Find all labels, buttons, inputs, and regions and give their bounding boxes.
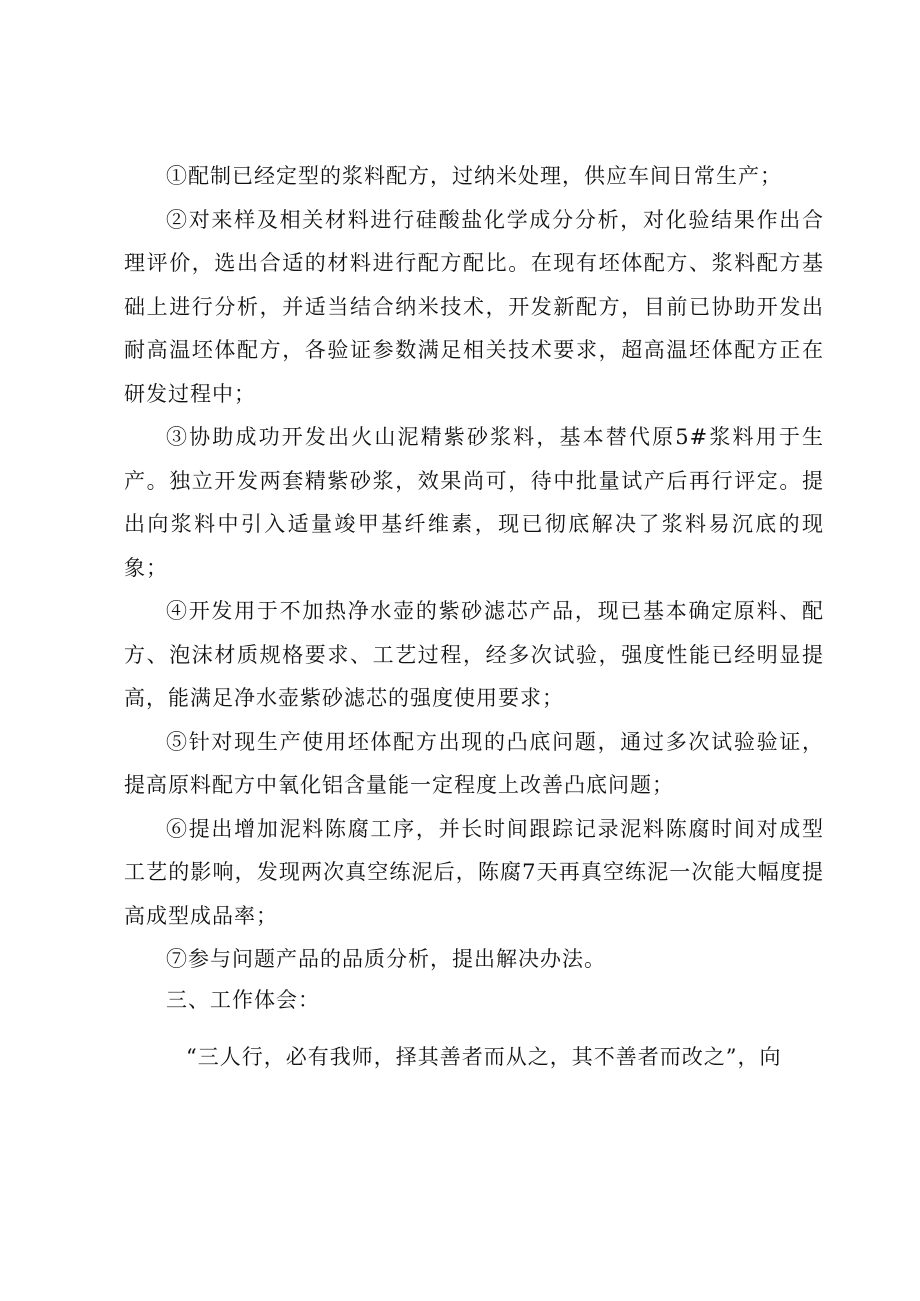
paragraph-3: ③协助成功开发出火山泥精紫砂浆料，基本替代原5#浆料用于生产。独立开发两套精紫砂浆，效果尚可，待中批量试产后再行评定。提出向浆料中引入适量竣甲基纤维素，现已彻底解决了浆料易沉底的现象；	[124, 425, 824, 580]
document-body	[124, 155, 824, 1079]
section-heading: 三、工作体会：	[166, 987, 320, 1012]
paragraph-5: ⑤针对现生产使用坯体配方出现的凸底问题，通过多次试验验证，提高原料配方中氧化铝含量能一定程度上改善凸底问题；	[124, 729, 824, 797]
paragraph-1: ①配制已经定型的浆料配方，过纳米处理，供应车间日常生产；	[166, 164, 782, 188]
paragraph-4: ④开发用于不加热净水壶的紫砂滤芯产品，现已基本确定原料、配方、泡沫材质规格要求、工艺过程，经多次试验，强度性能已经明显提高，能满足净水壶紫砂滤芯的强度使用要求；	[124, 599, 824, 710]
quote-paragraph: “三人行，必有我师，择其善者而从之，其不善者而改之”，向	[186, 1044, 782, 1069]
paragraph-7: ⑦参与问题产品的品质分析，提出解决办法。	[166, 947, 606, 971]
paragraph-2: ②对来样及相关材料进行硅酸盐化学成分分析，对化验结果作出合理评价，选出合适的材料进行配方配比。在现有坯体配方、浆料配方基础上进行分析，并适当结合纳米技术，开发新配方，目前已协助开发出耐高温坯体配方，各验证参数满足相关技术要求，超高温坯体配方正在研发过程中；	[124, 207, 824, 406]
paragraph-6: ⑥提出增加泥料陈腐工序，并长时间跟踪记录泥料陈腐时间对成型工艺的影响，发现两次真空练泥后，陈腐7天再真空练泥一次能大幅度提高成型成品率；	[124, 816, 824, 928]
